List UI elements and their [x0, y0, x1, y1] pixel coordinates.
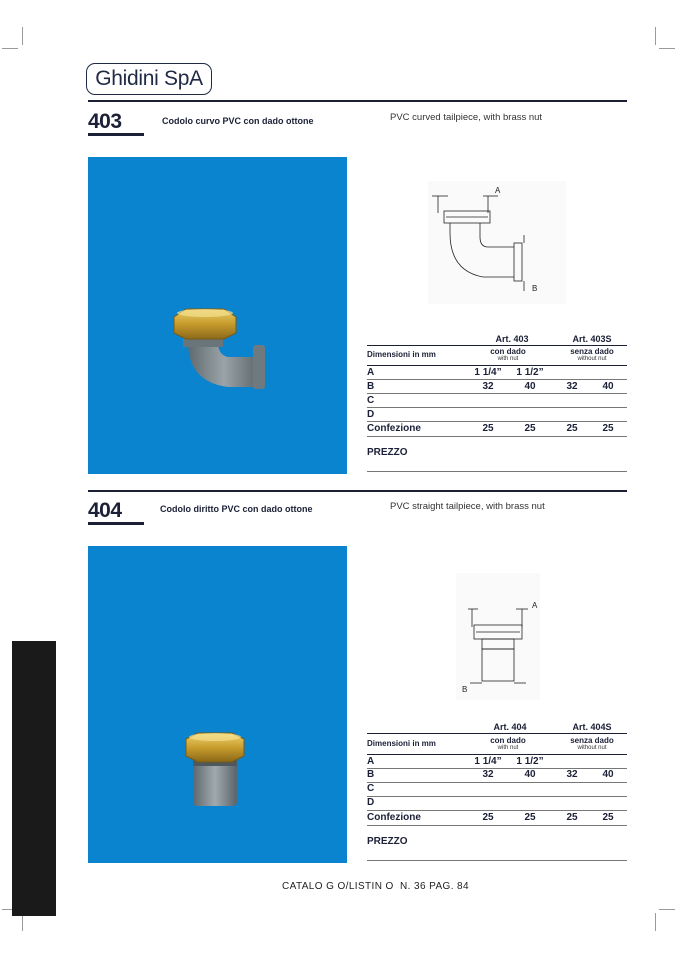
table-cell: 25 [602, 812, 614, 823]
table-rule [367, 810, 627, 811]
dimension-label-a: A [532, 601, 538, 610]
product-photo [88, 157, 347, 474]
table-cell: 32 [566, 381, 578, 392]
table-cell: 32 [482, 381, 494, 392]
company-logo: Ghidini SpA [86, 63, 212, 95]
table-cell: 25 [524, 812, 536, 823]
straight-drawing-svg [456, 573, 540, 700]
elbow-drawing-svg [428, 181, 566, 304]
dimensions-label: Dimensioni in mm [367, 739, 436, 748]
table-cell: 1 1/4” [474, 756, 502, 767]
table-cell: 40 [602, 769, 614, 780]
crop-mark [655, 27, 656, 45]
subheader-without-nut: senza dado [570, 736, 614, 745]
subheader-with-nut-en: with nut [497, 356, 519, 362]
subheader-with-nut: con dado [490, 347, 526, 356]
straight-tailpiece-image [88, 546, 347, 863]
row-label: B [367, 381, 375, 392]
table-rule [367, 345, 627, 346]
row-label: Confezione [367, 423, 421, 434]
table-rule [367, 796, 627, 797]
table-rule [367, 825, 627, 826]
table-rule [367, 782, 627, 783]
product-code-underline [88, 133, 144, 136]
article-header-1: Art. 403 [495, 334, 529, 344]
product-code: 404 [88, 499, 122, 522]
table-rule [367, 393, 627, 394]
product-photo [88, 546, 347, 863]
product-title-en: PVC straight tailpiece, with brass nut [390, 501, 545, 512]
technical-drawing [428, 181, 566, 304]
crop-mark [659, 48, 675, 49]
crop-mark [659, 909, 675, 910]
section-rule [88, 490, 627, 492]
dimension-label-b: B [462, 685, 468, 694]
crop-mark [22, 27, 23, 45]
table-rule [367, 754, 627, 755]
row-label: A [367, 367, 375, 378]
subheader-without-nut-en: without nut [577, 356, 607, 362]
table-cell: 32 [482, 769, 494, 780]
table-rule [367, 471, 627, 472]
subheader-without-nut-en: without nut [577, 745, 607, 751]
product-title-it: Codolo curvo PVC con dado ottone [162, 116, 314, 126]
row-label: B [367, 769, 375, 780]
table-cell: 25 [524, 423, 536, 434]
technical-drawing [456, 573, 540, 700]
table-cell: 1 1/2” [516, 367, 544, 378]
article-header-2: Art. 403S [572, 334, 612, 344]
row-label: Confezione [367, 812, 421, 823]
table-rule [367, 365, 627, 366]
table-cell: 25 [566, 812, 578, 823]
table-rule [367, 733, 627, 734]
price-label: PREZZO [367, 447, 408, 458]
row-label: A [367, 756, 375, 767]
table-cell: 1 1/2” [516, 756, 544, 767]
row-label: C [367, 783, 375, 794]
table-cell: 40 [602, 381, 614, 392]
sidebar-tab [12, 641, 56, 916]
dimension-label-a: A [495, 186, 501, 195]
table-cell: 25 [482, 812, 494, 823]
crop-mark [655, 913, 656, 931]
table-cell: 25 [566, 423, 578, 434]
crop-mark [2, 48, 18, 49]
dimension-label-b: B [532, 284, 538, 293]
table-cell: 1 1/4” [474, 367, 502, 378]
section-rule [88, 100, 627, 102]
row-label: D [367, 797, 375, 808]
table-rule [367, 860, 627, 861]
product-code-underline [88, 522, 144, 525]
row-label: D [367, 409, 375, 420]
page-footer: CATALO G O/LISTIN O N. 36 PAG. 84 [282, 881, 469, 892]
product-code: 403 [88, 110, 122, 133]
table-cell: 32 [566, 769, 578, 780]
table-cell: 25 [602, 423, 614, 434]
product-title-it: Codolo diritto PVC con dado ottone [160, 504, 313, 514]
table-rule [367, 379, 627, 380]
product-title-en: PVC curved tailpiece, with brass nut [390, 112, 543, 123]
subheader-without-nut: senza dado [570, 347, 614, 356]
table-rule [367, 421, 627, 422]
price-label: PREZZO [367, 836, 408, 847]
subheader-with-nut-en: with nut [497, 745, 519, 751]
article-header-2: Art. 404S [572, 722, 612, 732]
article-header-1: Art. 404 [493, 722, 527, 732]
table-cell: 25 [482, 423, 494, 434]
row-label: C [367, 395, 375, 406]
table-rule [367, 436, 627, 437]
table-cell: 40 [524, 769, 536, 780]
table-rule [367, 407, 627, 408]
table-cell: 40 [524, 381, 536, 392]
dimensions-label: Dimensioni in mm [367, 350, 436, 359]
elbow-tailpiece-image [88, 157, 347, 474]
subheader-with-nut: con dado [490, 736, 526, 745]
